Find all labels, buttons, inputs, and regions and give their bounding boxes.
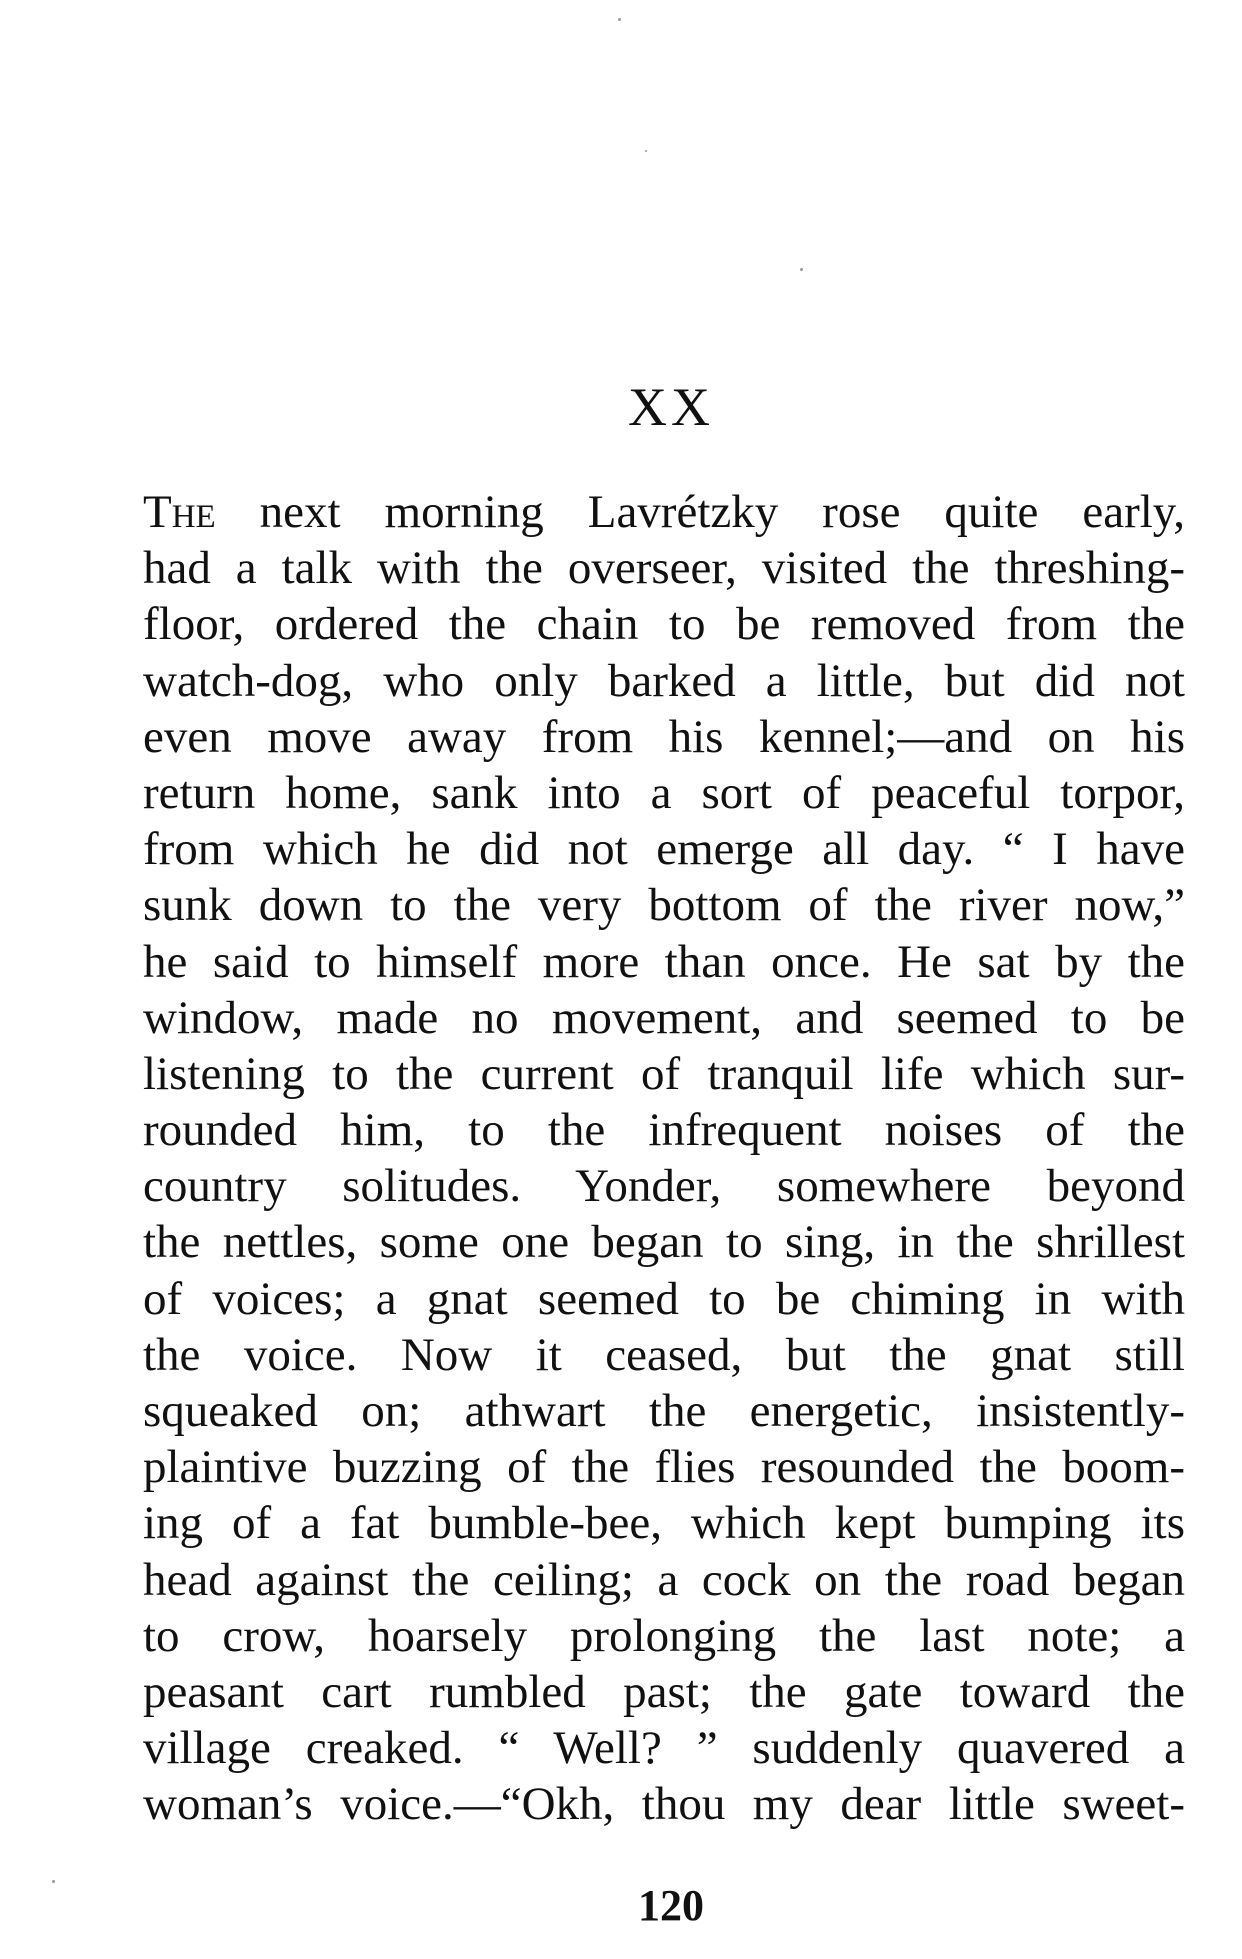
line-text: of voices; a gnat seemed to be chiming in with — [143, 1272, 1185, 1325]
line-text: floor, ordered the chain to be removed from the — [143, 598, 1185, 651]
line-text: sunk down to the very bottom of the river now,” — [143, 879, 1185, 932]
text-line — [143, 1271, 1185, 1327]
line-text: had a talk with the overseer, visited the threshing- — [143, 542, 1185, 595]
text-line — [143, 1608, 1185, 1664]
print-speck — [52, 1880, 55, 1883]
line-text: squeaked on; athwart the energetic, insistently- — [143, 1385, 1185, 1437]
text-line — [143, 1327, 1185, 1383]
line-text: the nettles, some one began to sing, in the shrillest — [143, 1216, 1185, 1269]
text-line — [143, 1102, 1185, 1158]
text-line — [143, 1158, 1185, 1214]
small-caps-lead: The — [143, 486, 216, 538]
line-text: ing of a fat bumble-bee, which kept bumping its — [143, 1497, 1185, 1550]
line-text: return home, sank into a sort of peaceful torpor, — [143, 766, 1185, 819]
text-line — [143, 1552, 1185, 1608]
text-line — [143, 1046, 1185, 1102]
text-line — [143, 540, 1185, 596]
text-line — [143, 1720, 1185, 1776]
line-text: he said to himself more than once. He sat by the — [143, 935, 1185, 988]
line-text: rounded him, to the infrequent noises of the — [143, 1104, 1185, 1157]
line-text: plaintive buzzing of the flies resounded the boom- — [143, 1441, 1185, 1494]
text-line — [143, 877, 1185, 933]
text-line — [143, 1664, 1185, 1720]
text-line — [143, 990, 1185, 1046]
line-text: to crow, hoarsely prolonging the last note; a — [143, 1609, 1185, 1662]
text-line — [143, 1439, 1185, 1495]
text-line — [143, 596, 1185, 652]
line-text: even move away from his kennel;—and on his — [143, 710, 1185, 763]
line-text: woman’s voice.—“Okh, thou my dear little sweet- — [143, 1778, 1185, 1831]
text-line — [143, 709, 1185, 765]
text-line — [143, 1495, 1185, 1551]
text-line — [143, 1383, 1185, 1439]
text-line — [143, 821, 1185, 877]
line-text: peasant cart rumbled past; the gate toward the — [143, 1665, 1185, 1718]
text-line — [143, 1776, 1185, 1832]
line-text: from which he did not emerge all day. “ I have — [143, 823, 1185, 876]
page-number: 120 — [638, 1881, 704, 1930]
chapter-heading: XX — [628, 377, 714, 437]
line-text: village creaked. “ Well? ” suddenly quavered a — [143, 1722, 1185, 1775]
text-line — [143, 934, 1185, 990]
line-text: the voice. Now it ceased, but the gnat still — [143, 1328, 1185, 1381]
print-speck — [645, 150, 647, 152]
print-speck — [800, 268, 803, 271]
text-line — [143, 653, 1185, 709]
line-text: country solitudes. Yonder, somewhere beyond — [143, 1160, 1185, 1213]
line-text: window, made no movement, and seemed to be — [143, 991, 1185, 1044]
text-line — [143, 1214, 1185, 1270]
text-line — [143, 484, 1185, 540]
line-text: listening to the current of tranquil life which sur- — [143, 1047, 1185, 1100]
line-text: watch-dog, who only barked a little, but did not — [143, 654, 1185, 707]
print-speck — [618, 18, 621, 21]
body-text — [143, 484, 1185, 1833]
line-text: next morning Lavrétzky rose quite early, — [215, 486, 1185, 538]
text-line — [143, 765, 1185, 821]
line-text: head against the ceiling; a cock on the road began — [143, 1553, 1185, 1606]
